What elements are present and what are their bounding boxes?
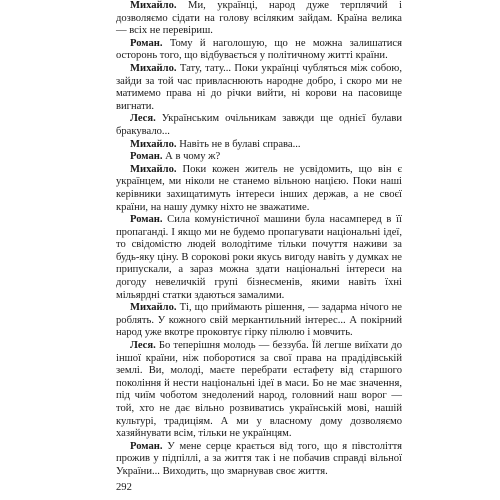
speech-text: А в чому ж? — [162, 151, 221, 163]
dialogue-line — [116, 113, 402, 138]
speaker-name: Леся. — [130, 340, 156, 352]
speech-text: Бо теперішня молодь — беззуба. Їй легше виїхати до іншої країни, ніж поборотися за свої права на прадідівській землі. Ви, молоді, маєте перебрати естафету від старшого покоління й нести національні ідеї в маси. Бо не має значення, під чиїм чоботом знедолений народ, головний наш ворог — той, хто не дає вільно розвиватись українській мові, нашій культурі, традиціям. А ми у власному дому дозволяємо хазяйнувати всім, тільки не українцям. — [116, 340, 402, 440]
speech-text: У мене серце крається від того, що я півстоліття прожив у підпіллі, а за життя так і не побачив справді вільної України... Виходить, що змарнував своє життя. — [116, 440, 402, 477]
speech-text: Тату, тату... Поки українці чубляться між собою, зайди за той час привласнюють народне добро, і скоро ми не матимемо права ні до річки вийти, ні корови на пасовище вигнати. — [116, 62, 402, 112]
dialogue-line — [116, 302, 402, 340]
speaker-name: Михайло. — [130, 302, 177, 314]
dialogue-line — [116, 151, 402, 164]
dialogue-line — [116, 139, 402, 152]
dialogue-line — [116, 340, 402, 441]
speaker-name: Михайло. — [130, 163, 177, 175]
speaker-name: Леся. — [130, 113, 156, 125]
book-page-text — [116, 0, 402, 479]
speaker-name: Михайло. — [130, 0, 177, 11]
dialogue-line — [116, 214, 402, 302]
speaker-name: Роман. — [130, 214, 163, 226]
speaker-name: Роман. — [130, 440, 163, 452]
speech-text: Українським очільникам завжди ще однієї булави бракувало... — [116, 113, 402, 137]
speaker-name: Михайло. — [130, 62, 177, 74]
speech-text: Поки кожен житель не усвідомить, що він є українцем, ми ніколи не станемо вільною нацією. Поки наші керівники захищатимуть інтереси інших держав, а не своєї країни, на нашу думку ніхто не зважатиме. — [116, 163, 402, 213]
speaker-name: Михайло. — [130, 138, 177, 150]
dialogue-line — [116, 38, 402, 63]
speech-text: Навіть не в булаві справа... — [176, 138, 301, 150]
speech-text: Сила комуністичної машини була насамперед в її пропаганді. І якщо ми не будемо пропагувати національні ідеї, то свідомістю людей володітиме тільки почуття наживи за будь-яку ціну. В сорокові роки якусь вигоду навіть у думках не припускали, а зараз можна здати національні інтереси на догоду невеличкій групі бізнесменів, якими навіть їхні мільярдні статки здаються замалими. — [116, 214, 402, 301]
speech-text: Ми, українці, народ дуже терплячий і дозволяємо сідати на голову всіляким зайдам. Країна велика — всіх не перевіриш. — [116, 0, 402, 37]
dialogue-line — [116, 164, 402, 214]
speaker-name: Роман. — [130, 37, 163, 49]
dialogue-line — [116, 63, 402, 113]
page-number: 292 — [116, 482, 132, 493]
dialogue-line — [116, 441, 402, 479]
speech-text: Ті, що приймають рішення, — задарма нічого не роблять. У кожного свій меркантильний інтерес... А покірний народ уже вкотре проковтує гірку пілюлю і мовчить. — [116, 302, 402, 339]
speaker-name: Роман. — [130, 151, 163, 163]
dialogue-line — [116, 0, 402, 38]
speech-text: Тому й наголошую, що не можна залишатися осторонь того, що відбувається у політичному житті країни. — [116, 37, 402, 62]
